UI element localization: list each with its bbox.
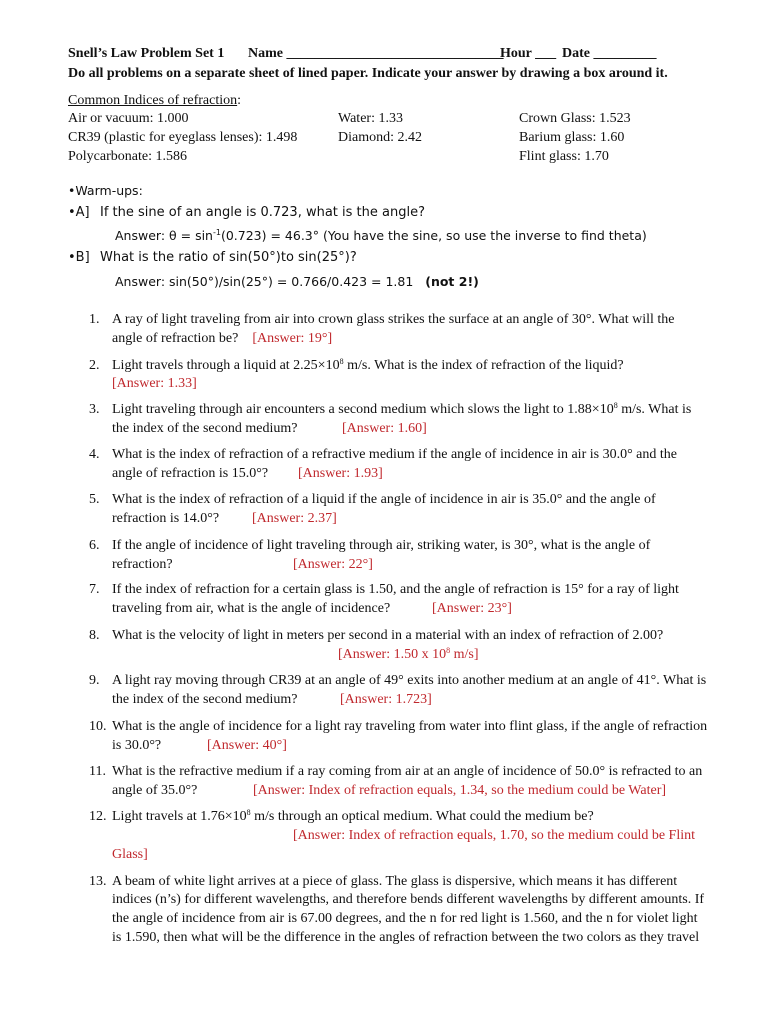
problem-text-line2: angle of refraction is 15.0°? (112, 466, 269, 481)
exponent: 8 (339, 357, 344, 366)
warmup-a-answer-prefix: Answer: θ = sin (115, 228, 213, 243)
indices-heading-text: Common Indices of refraction (68, 93, 238, 108)
warmup-b-label: •B] (68, 250, 90, 265)
problem-text-line3: the angle of incidence from air is 67.00 degrees, and the n for red light is 1.560, and the n for violet light (112, 911, 698, 926)
name-field-label: Name _______________________________ (248, 46, 504, 61)
problem-text-line4: is 1.590, then what will be the difference in the angles of refraction between the two colors as they travel (112, 930, 700, 945)
hour-field-label: Hour ___ (500, 46, 557, 61)
warmup-b-note: (not 2!) (425, 274, 479, 289)
warmup-b-answer (115, 274, 479, 289)
answer-a: [Answer: 1.50 x 10 (338, 647, 447, 662)
problem-text: A ray of light traveling from air into crown glass strikes the surface at an angle of 30°. What will the (112, 312, 675, 327)
instructions: Do all problems on a separate sheet of lined paper. Indicate your answer by drawing a box around it. (68, 66, 668, 81)
index-air: Air or vacuum: 1.000 (68, 111, 189, 126)
warmup-b-answer-text: Answer: sin(50°)/sin(25°) = 0.766/0.423 = 1.81 (115, 274, 414, 289)
problem-text-line2: is 30.0°? (112, 738, 162, 753)
problem-text: What is the velocity of light in meters per second in a material with an index of refraction of 2.00? (112, 628, 664, 643)
problem-number: 6. (89, 538, 100, 553)
problem-text: If the index of refraction for a certain glass is 1.50, and the angle of refraction is 15° for a ray of light (112, 582, 679, 597)
answer: [Answer: Index of refraction equals, 1.34, so the medium could be Water] (253, 783, 667, 798)
problem-text-b: m/s. What is (617, 402, 692, 417)
answer: [Answer: 1.33] (112, 376, 197, 391)
problem-number: 8. (89, 628, 100, 643)
index-diamond: Diamond: 2.42 (338, 130, 422, 145)
problem-text: What is the index of refraction of a refractive medium if the angle of incidence in air is 30.0° and the (112, 447, 677, 462)
answer: [Answer: 2.37] (252, 511, 337, 526)
problem-number: 10. (89, 719, 107, 734)
problem-text-a: Light travels at 1.76×10 (112, 809, 247, 824)
problem-text: A beam of white light arrives at a piece of glass. The glass is dispersive, which means it has different (112, 874, 678, 889)
problem-text-b: m/s. What is the index of refraction of the liquid? (343, 358, 624, 373)
problem-text (112, 358, 624, 374)
problem-number: 2. (89, 358, 100, 373)
answer: [Answer: 22°] (293, 557, 373, 572)
problem-number: 11. (89, 764, 106, 779)
problem-text-line2: the index of the second medium? (112, 421, 298, 436)
answer: [Answer: Index of refraction equals, 1.70, so the medium could be Flint (293, 828, 696, 843)
problem-number: 12. (89, 809, 107, 824)
problem-text-line2: angle of 35.0°? (112, 783, 198, 798)
index-polycarbonate: Polycarbonate: 1.586 (68, 149, 187, 164)
problem-text-a: Light traveling through air encounters a second medium which slows the light to 1.88×10 (112, 402, 614, 417)
problem-number: 13. (89, 874, 107, 889)
problem-text-line2: angle of refraction be? (112, 331, 239, 346)
problem-text-line2: indices (n’s) for different wavelengths, and therefore bends different wavelengths by different amounts. If (112, 892, 705, 907)
problem-text-a: Light travels through a liquid at 2.25×10 (112, 358, 340, 373)
problem-text-line2: refraction is 14.0°? (112, 511, 220, 526)
warmup-a-label: •A] (68, 205, 90, 220)
warmup-a-answer-rest: (0.723) = 46.3° (You have the sine, so use the inverse to find theta) (220, 228, 647, 243)
problem-text: What is the angle of incidence for a light ray traveling from water into flint glass, if the angle of refraction (112, 719, 708, 734)
answer: [Answer: 23°] (432, 601, 512, 616)
warmup-a-answer (115, 228, 647, 243)
answer: [Answer: 1.723] (340, 692, 432, 707)
indices-heading-colon: : (237, 93, 242, 108)
answer: [Answer: 40°] (207, 738, 287, 753)
problem-text-line2: traveling from air, what is the angle of incidence? (112, 601, 391, 616)
problem-text-line2: refraction? (112, 557, 173, 572)
answer: [Answer: 1.60] (342, 421, 427, 436)
exponent: 8 (246, 808, 251, 817)
problem-number: 3. (89, 402, 100, 417)
inverse-exponent: -1 (212, 228, 221, 237)
date-field-label: Date _________ (562, 46, 657, 61)
index-barium-glass: Barium glass: 1.60 (519, 130, 625, 145)
problem-text (112, 402, 691, 418)
problem-number: 1. (89, 312, 100, 327)
problem-text: What is the refractive medium if a ray coming from air at an angle of incidence of 50.0° is refracted to an (112, 764, 703, 779)
problem-number: 5. (89, 492, 100, 507)
index-cr39: CR39 (plastic for eyeglass lenses): 1.498 (68, 130, 298, 145)
problem-text: A light ray moving through CR39 at an angle of 49° exits into another medium at an angle of 41°. What is (112, 673, 707, 688)
answer: [Answer: 1.93] (298, 466, 383, 481)
exponent: 8 (613, 401, 618, 410)
index-water: Water: 1.33 (338, 111, 403, 126)
answer: [Answer: 19°] (252, 331, 333, 346)
indices-heading (68, 93, 241, 109)
worksheet-title: Snell’s Law Problem Set 1 (68, 46, 225, 61)
problem-text-b: m/s through an optical medium. What could the medium be? (250, 809, 594, 824)
answer (338, 647, 479, 663)
index-crown-glass: Crown Glass: 1.523 (519, 111, 631, 126)
index-flint-glass: Flint glass: 1.70 (519, 149, 609, 164)
answer-cont: Glass] (112, 847, 148, 862)
problem-text (112, 809, 594, 825)
exponent: 8 (446, 646, 451, 655)
warmup-a-question: If the sine of an angle is 0.723, what is the angle? (100, 205, 425, 220)
problem-text-cont (112, 331, 332, 347)
warmup-b-question: What is the ratio of sin(50°)to sin(25°)? (100, 250, 357, 265)
problem-text-line2: the index of the second medium? (112, 692, 298, 707)
problem-text: What is the index of refraction of a liquid if the angle of incidence in air is 35.0° and the angle of (112, 492, 656, 507)
problem-text: If the angle of incidence of light traveling through air, striking water, is 30°, what is the angle of (112, 538, 651, 553)
answer-b: m/s] (450, 647, 479, 662)
problem-number: 9. (89, 673, 100, 688)
warmups-heading: •Warm-ups: (68, 183, 143, 198)
problem-number: 4. (89, 447, 100, 462)
problem-number: 7. (89, 582, 100, 597)
